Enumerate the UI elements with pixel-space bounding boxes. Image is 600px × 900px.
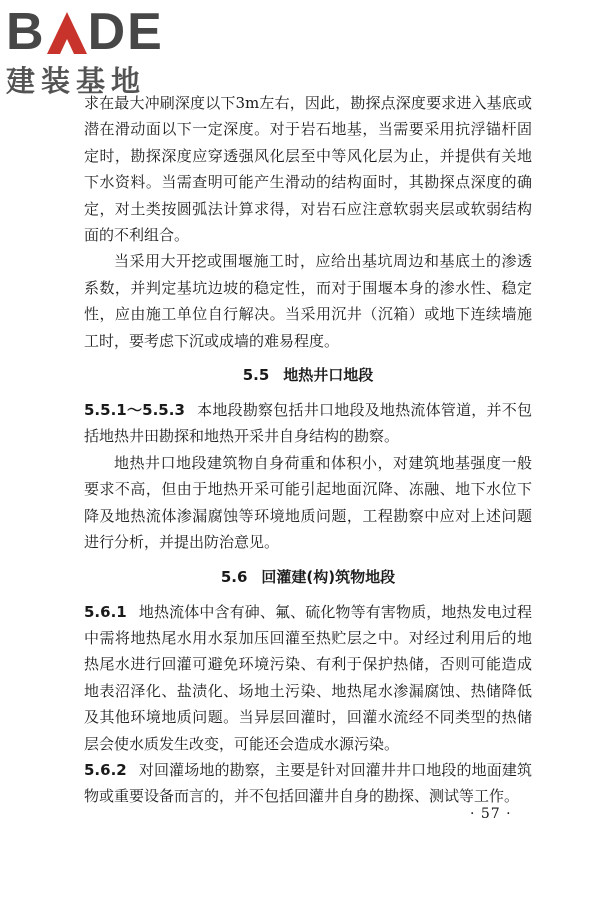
bade-watermark-logo	[6, 4, 186, 104]
watermark-subtitle: 建装基地	[6, 64, 147, 98]
section-5-6-heading	[84, 564, 532, 590]
watermark-brand-de: DE	[87, 3, 164, 61]
paragraph-excavation: 当采用大开挖或围堰施工时，应给出基坑周边和基底土的渗透系数，并判定基坑边坡的稳定性，而对于围堰本身的渗水性、稳定性，应由施工单位自行解决。当采用沉井（沉箱）或地下连续墙施工时，要考虑下沉或成墙的难易程度。	[84, 252, 532, 350]
section-5-6-title: 回灌建(构)筑物地段	[261, 567, 396, 586]
section-5-6-number: 5.6	[220, 567, 248, 586]
clause-5-6-1-number: 5.6.1	[84, 602, 127, 621]
clause-5-6-2-number: 5.6.2	[84, 760, 127, 779]
section-5-5-title: 地热井口地段	[283, 366, 374, 385]
watermark-red-a-icon	[47, 10, 87, 54]
section-5-5-number: 5.5	[242, 366, 270, 385]
clause-5-5-1	[84, 397, 532, 450]
paragraph-continued: 求在最大冲刷深度以下3m左右，因此，勘探点深度要求进入基底或潜在滑动面以下一定深度。对于岩石地基，当需要采用抗浮锚杆固定时，勘探深度应穿透强风化层至中等风化层为止，并提供有关地下水资料。当需查明可能产生滑动的结构面时，其勘探点深度的确定，对土类按圆弧法计算求得，对岩石应注意软弱夹层或软弱结构面的不利组合。	[84, 94, 532, 245]
clause-5-5-1-number: 5.5.1～5.5.3	[84, 401, 185, 420]
clause-5-6-2-text: 对回灌场地的勘察，主要是针对回灌井井口地段的地面建筑物或重要设备而言的，并不包括回灌井自身的勘探、测试等工作。	[84, 760, 532, 806]
watermark-brand	[6, 4, 186, 60]
page-body	[84, 90, 532, 810]
clause-5-6-1-text: 地热流体中含有砷、氟、硫化物等有害物质，地热发电过程中需将地热尾水用水泵加压回灌至热贮层之中。对经过利用后的地热尾水进行回灌可避免环境污染、有利于保护热储，否则可能造成地表沼泽化、盐渍化、场地土污染、地热尾水渗漏腐蚀、热储降低及其他环境地质问题。当异层回灌时，回灌水流经不同类型的热储层会使水质发生改变，可能还会造成水源污染。	[84, 602, 532, 753]
watermark-brand-b: B	[6, 3, 46, 61]
section-5-5-heading	[84, 362, 532, 388]
paragraph-geothermal-wellhead: 地热井口地段建筑物自身荷重和体积小，对建筑地基强度一般要求不高，但由于地热开采可能引起地面沉降、冻融、地下水位下降及地热流体渗漏腐蚀等环境地质问题，工程勘察中应对上述问题进行分析，并提出防治意见。	[84, 453, 532, 552]
clause-5-6-2	[84, 757, 532, 810]
page-number: · 57 ·	[470, 806, 512, 822]
clause-5-6-1	[84, 599, 532, 757]
clause-5-5-1-text: 本地段勘察包括井口地段及地热流体管道，并不包括地热井田勘探和地热开采井自身结构的勘察。	[84, 401, 532, 446]
